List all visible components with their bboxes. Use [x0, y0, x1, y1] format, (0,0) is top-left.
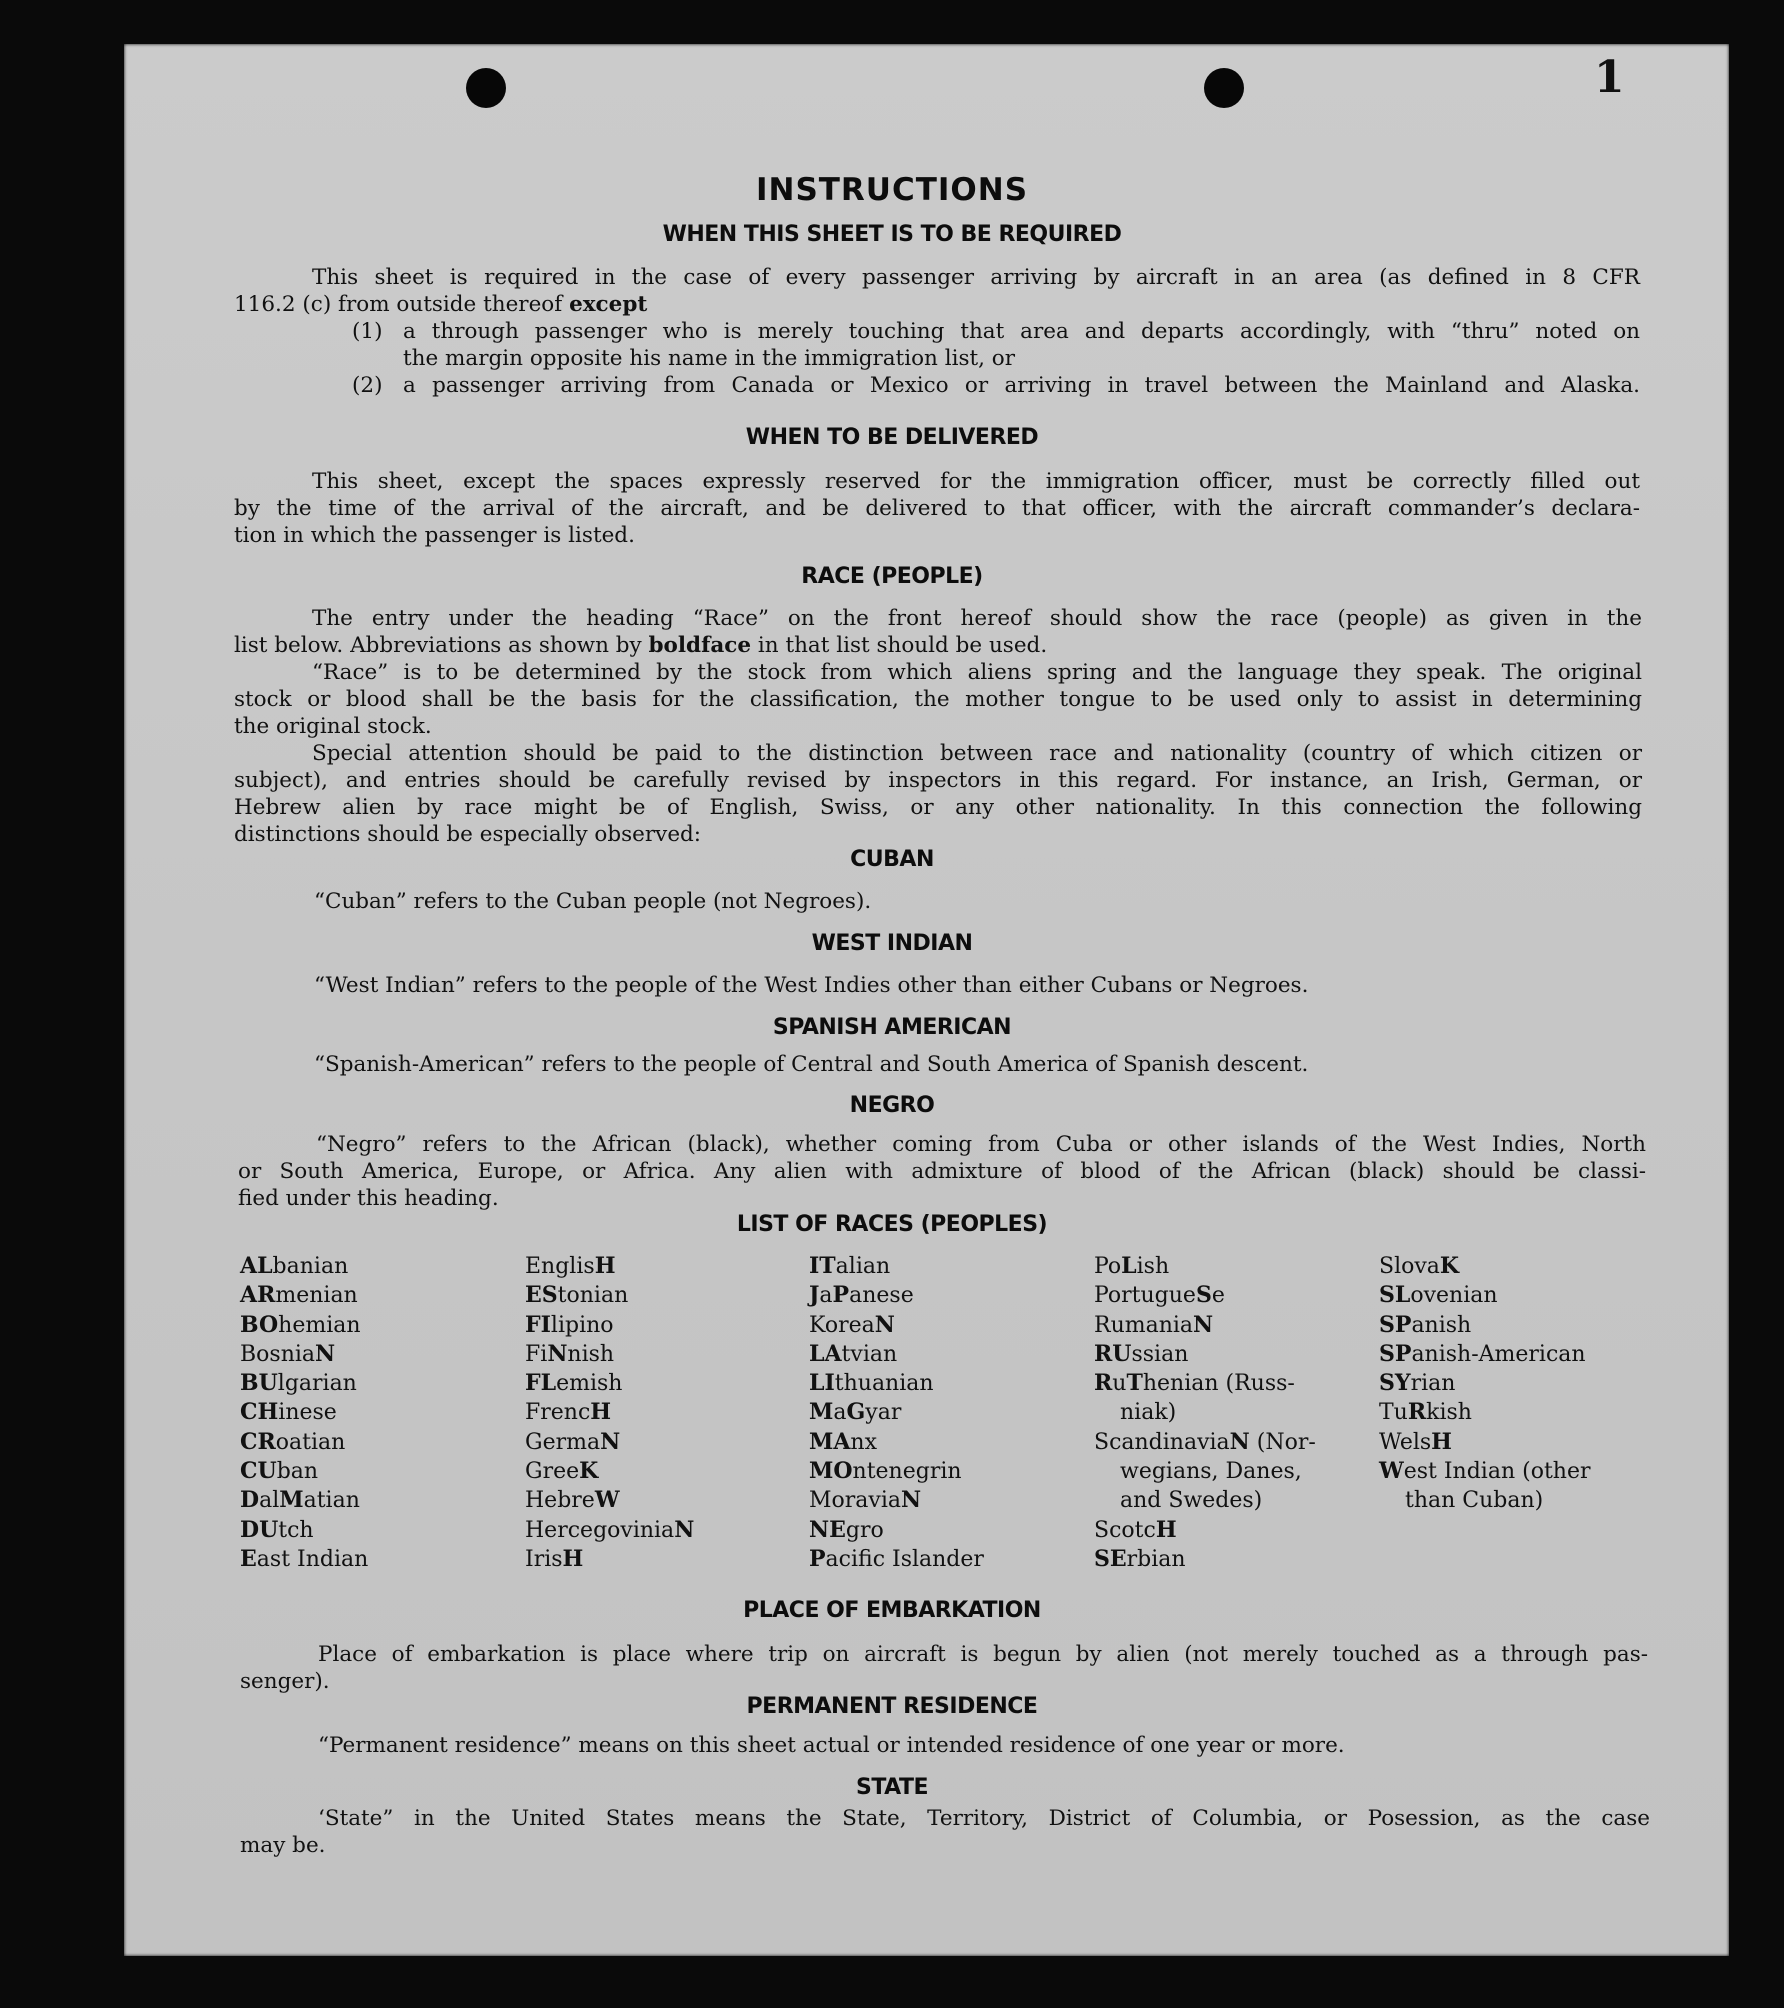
race-abbrev: CR [240, 1428, 276, 1455]
race-abbrev: N [315, 1340, 336, 1367]
negro-paragraph [238, 1131, 1646, 1212]
required-item2-line: a passenger arriving from Canada or Mexico or arriving in travel between the Mainland and Alaska. [403, 373, 1640, 398]
race-abbrev: AL [240, 1253, 273, 1279]
race-text: Gree [525, 1459, 580, 1485]
race-abbrev: IT [809, 1253, 836, 1279]
required-item1-line1: a through passenger who is merely touching that area and departs accordingly, with “thru” noted on [403, 319, 1640, 344]
race-text: wegians, Danes, [1120, 1459, 1302, 1485]
race-entry [525, 1428, 694, 1457]
race-abbrev: R [1407, 1399, 1427, 1426]
race-text: ntenegrin [852, 1459, 962, 1485]
heading-race: RACE (PEOPLE) [801, 564, 983, 589]
race-p3-line2: subject), and entries should be carefully revised by inspectors in this regard. For instance, an Irish, German, or [234, 768, 1642, 793]
race-abbrev: MA [809, 1428, 851, 1455]
heading-list-of-races: LIST OF RACES (PEOPLES) [736, 1212, 1048, 1237]
race-text: tch [278, 1517, 314, 1543]
race-abbrev: SP [1379, 1340, 1412, 1367]
race-p3-line4: distinctions should be especially observed: [234, 822, 702, 847]
race-entry [1379, 1252, 1591, 1281]
race-abbrev: P [809, 1545, 826, 1572]
race-text: Bosnia [240, 1341, 316, 1367]
race-abbrev: DU [240, 1516, 279, 1543]
cuban-line: “Cuban” refers to the Cuban people (not Negroes). [314, 889, 872, 914]
race-entry [525, 1281, 694, 1310]
race-abbrev: N [1229, 1428, 1250, 1455]
race-text: inese [278, 1400, 337, 1426]
race-abbrev: W [1379, 1458, 1404, 1485]
heading-negro: NEGRO [849, 1093, 935, 1118]
race-entry [525, 1516, 694, 1545]
race-entry [809, 1516, 984, 1545]
negro-line3: fied under this heading. [238, 1186, 499, 1211]
race-p1-text-a: list below. Abbreviations as shown by [234, 633, 642, 658]
race-abbrev: CH [240, 1399, 279, 1426]
race-entry [1379, 1340, 1591, 1369]
race-abbrev: H [590, 1399, 612, 1426]
race-abbrev: LI [809, 1370, 835, 1397]
race-entry [1379, 1428, 1591, 1457]
race-text: a [819, 1283, 833, 1309]
residence-text [318, 1732, 1648, 1759]
race-entry [1094, 1398, 1316, 1427]
race-text: Hebre [525, 1488, 595, 1514]
west-indian-line: “West Indian” refers to the people of the West Indies other than either Cubans or Negroes. [314, 973, 1309, 998]
race-text: alian [835, 1254, 891, 1279]
race-entry [1094, 1457, 1316, 1486]
required-except: except [569, 292, 648, 317]
punch-hole [466, 68, 506, 108]
race-text: gro [845, 1517, 884, 1543]
race-abbrev: AR [240, 1282, 276, 1309]
race-abbrev: P [832, 1282, 850, 1309]
state-line1: ‘State” in the United States means the State, Territory, District of Columbia, or Posession, as the case [318, 1806, 1650, 1831]
race-abbrev: R [1094, 1370, 1113, 1397]
race-text: Slova [1379, 1254, 1440, 1279]
delivered-line3: tion in which the passenger is listed. [234, 523, 635, 548]
heading-spanish-american: SPANISH AMERICAN [772, 1015, 1012, 1040]
race-abbrev: E [240, 1545, 257, 1572]
race-entry [1094, 1516, 1316, 1545]
race-entry [240, 1369, 368, 1398]
race-entry [1094, 1369, 1316, 1398]
race-entry [1094, 1486, 1316, 1515]
race-abbrev: ES [525, 1282, 558, 1309]
race-entry [809, 1369, 984, 1398]
race-abbrev: H [1155, 1516, 1177, 1543]
race-text: tvian [841, 1341, 898, 1367]
embarkation-paragraph [240, 1641, 1648, 1695]
race-text: lgarian [277, 1371, 357, 1397]
race-text: Rumania [1094, 1312, 1194, 1338]
heading-place-of-embarkation: PLACE OF EMBARKATION [743, 1598, 1041, 1623]
race-text: ssian [1131, 1341, 1189, 1367]
race-p1-bold: boldface [648, 633, 752, 658]
race-abbrev: H [1431, 1428, 1452, 1455]
race-text: ovenian [1410, 1283, 1498, 1309]
race-entry [809, 1486, 984, 1515]
races-column-4 [1094, 1252, 1316, 1574]
race-p1-text-b: in that list should be used. [757, 633, 1048, 658]
race-entry [525, 1457, 694, 1486]
spanish-american-line: “Spanish-American” refers to the people of Central and South America of Spanish descent. [314, 1052, 1309, 1077]
race-entry [1379, 1311, 1591, 1340]
race-abbrev: NE [809, 1516, 846, 1543]
race-abbrev: M [809, 1399, 834, 1426]
races-column-2 [525, 1252, 694, 1574]
race-abbrev: N [600, 1428, 621, 1455]
cuban-text [314, 888, 1644, 915]
race-text: rian [1410, 1371, 1456, 1397]
heading-permanent-residence: PERMANENT RESIDENCE [746, 1694, 1038, 1719]
race-entry [240, 1340, 368, 1369]
race-text: est Indian (other [1403, 1459, 1591, 1485]
race-text: emish [556, 1371, 623, 1397]
delivered-line2: by the time of the arrival of the aircraft, and be delivered to that officer, with the aircraft commander’s declara- [234, 496, 1640, 521]
race-entry [525, 1252, 694, 1281]
required-item1 [403, 318, 1640, 372]
required-item2 [403, 372, 1640, 399]
race-text: nish [567, 1341, 615, 1367]
spanish-american-text [314, 1051, 1644, 1078]
race-entry [1094, 1340, 1316, 1369]
race-text: Englis [525, 1254, 595, 1279]
race-entry [809, 1457, 984, 1486]
race-paragraph-1 [234, 605, 1642, 848]
race-text: oatian [275, 1429, 346, 1455]
race-entry [1094, 1252, 1316, 1281]
race-entry [525, 1340, 694, 1369]
race-p1-line1: The entry under the heading “Race” on the front hereof should show the race (people) as given in the [312, 606, 1642, 631]
race-abbrev: FL [525, 1370, 557, 1397]
heading-when-delivered: WHEN TO BE DELIVERED [745, 425, 1039, 450]
race-entry [1094, 1545, 1316, 1574]
race-abbrev: N [547, 1340, 568, 1367]
race-abbrev: SP [1379, 1311, 1412, 1338]
state-paragraph [240, 1805, 1650, 1859]
race-text: acific Islander [825, 1546, 984, 1572]
race-abbrev: FI [525, 1311, 551, 1338]
race-text: rbian [1126, 1546, 1186, 1572]
race-text: Scotc [1094, 1517, 1156, 1543]
required-item1-number: (1) [352, 319, 383, 344]
race-abbrev: K [579, 1458, 599, 1485]
race-text: Scandinavia [1094, 1429, 1230, 1455]
race-entry [1379, 1486, 1591, 1515]
heading-state: STATE [856, 1775, 928, 1800]
race-entry [809, 1428, 984, 1457]
heading-west-indian: WEST INDIAN [811, 931, 973, 956]
race-text: ban [276, 1459, 319, 1485]
embarkation-line1: Place of embarkation is place where trip on aircraft is begun by alien (not merely touched as a through pas- [318, 1642, 1648, 1667]
delivered-paragraph [234, 468, 1640, 549]
race-entry [525, 1311, 694, 1340]
race-entry [525, 1486, 694, 1515]
race-entry [1379, 1369, 1591, 1398]
race-text: Po [1094, 1254, 1122, 1279]
race-abbrev: N [901, 1487, 922, 1514]
required-intro-line2 [234, 291, 1640, 318]
race-entry [240, 1281, 368, 1310]
race-abbrev: L [1121, 1253, 1137, 1279]
race-abbrev: BU [240, 1370, 278, 1397]
race-abbrev: BO [240, 1311, 279, 1338]
race-entry [1094, 1281, 1316, 1310]
race-text: ast Indian [256, 1546, 369, 1572]
race-abbrev: RU [1094, 1340, 1132, 1367]
state-line2: may be. [240, 1833, 326, 1858]
embarkation-line2: senger). [240, 1669, 330, 1694]
required-item2-number: (2) [352, 373, 383, 398]
race-abbrev: K [1439, 1253, 1460, 1279]
race-entry [525, 1398, 694, 1427]
race-text: niak) [1120, 1400, 1177, 1426]
race-text: anish [1411, 1312, 1472, 1338]
race-text: henian (Russ- [1142, 1371, 1295, 1397]
race-text: Iris [525, 1546, 563, 1572]
race-abbrev: H [594, 1253, 616, 1279]
race-entry [240, 1516, 368, 1545]
race-abbrev: S [1195, 1282, 1212, 1309]
delivered-line1: This sheet, except the spaces expressly reserved for the immigration officer, must be correctly filled out [312, 469, 1640, 494]
race-text: yar [865, 1400, 902, 1426]
race-entry [809, 1252, 984, 1281]
required-item1-line2: the margin opposite his name in the immigration list, or [403, 346, 1016, 371]
race-text: atian [303, 1488, 360, 1514]
race-abbrev: G [846, 1399, 866, 1426]
race-entry [1094, 1428, 1316, 1457]
punch-hole [1204, 68, 1244, 108]
race-text: and Swedes) [1120, 1488, 1263, 1514]
race-text: Korea [809, 1312, 875, 1338]
race-abbrev: N [874, 1311, 895, 1338]
race-text: (Nor- [1249, 1429, 1316, 1455]
race-abbrev: J [809, 1282, 820, 1309]
race-abbrev: D [240, 1487, 260, 1514]
race-text: anish-American [1411, 1341, 1586, 1367]
race-abbrev: N [674, 1516, 695, 1543]
race-p2-line1: “Race” is to be determined by the stock from which aliens spring and the language they speak. The original [312, 660, 1642, 685]
race-entry [525, 1369, 694, 1398]
race-entry [240, 1486, 368, 1515]
race-text: hemian [278, 1312, 361, 1338]
race-entry [809, 1545, 984, 1574]
race-entry [809, 1398, 984, 1427]
race-entry [240, 1457, 368, 1486]
race-text: banian [272, 1254, 349, 1279]
races-column-3 [809, 1252, 984, 1574]
race-p2-line3: the original stock. [234, 714, 432, 739]
race-text: e [1211, 1283, 1225, 1309]
race-abbrev: SY [1379, 1370, 1411, 1397]
race-text: nx [850, 1429, 877, 1455]
race-abbrev: CU [240, 1458, 277, 1485]
race-entry [809, 1281, 984, 1310]
race-abbrev: T [1126, 1370, 1143, 1397]
race-text: ish [1136, 1254, 1170, 1279]
race-text: menian [275, 1283, 358, 1309]
race-text: a [833, 1400, 847, 1426]
race-entry [240, 1252, 368, 1281]
race-text: anese [849, 1283, 914, 1309]
race-abbrev: H [562, 1545, 584, 1572]
race-abbrev: M [279, 1487, 304, 1514]
race-entry [240, 1428, 368, 1457]
race-entry [1094, 1311, 1316, 1340]
race-text: Moravia [809, 1488, 901, 1514]
race-entry [240, 1398, 368, 1427]
race-abbrev: MO [809, 1458, 853, 1485]
race-p3-line3: Hebrew alien by race might be of English, Swiss, or any other nationality. In this connection the following [234, 795, 1642, 820]
race-entry [1379, 1281, 1591, 1310]
race-entry [809, 1340, 984, 1369]
race-abbrev: SE [1094, 1545, 1127, 1572]
race-text: than Cuban) [1405, 1488, 1544, 1514]
race-p3-line1: Special attention should be paid to the distinction between race and nationality (country of which citizen or [312, 741, 1642, 766]
page-number: 1 [1594, 52, 1625, 103]
race-entry [240, 1545, 368, 1574]
races-column-5 [1379, 1252, 1591, 1516]
negro-line2: or South America, Europe, or Africa. Any alien with admixture of blood of the African (black) should be classi- [238, 1159, 1646, 1184]
residence-line: “Permanent residence” means on this sheet actual or intended residence of one year or more. [318, 1733, 1345, 1758]
race-entry [1379, 1457, 1591, 1486]
page-title: INSTRUCTIONS [755, 172, 1029, 208]
race-text: Frenc [525, 1400, 591, 1426]
race-text: lipino [550, 1312, 614, 1338]
race-abbrev: SL [1379, 1282, 1411, 1309]
race-entry [240, 1311, 368, 1340]
race-p2-line2: stock or blood shall be the basis for the classification, the mother tongue to be used only to assist in determining [234, 687, 1642, 712]
race-text: tonian [557, 1283, 629, 1309]
heading-cuban: CUBAN [850, 847, 934, 872]
race-abbrev: LA [809, 1340, 842, 1367]
race-text: u [1112, 1371, 1127, 1397]
negro-line1: “Negro” refers to the African (black), whether coming from Cuba or other islands of the West Indies, North [316, 1132, 1646, 1157]
heading-when-required: WHEN THIS SHEET IS TO BE REQUIRED [662, 222, 1122, 247]
race-text: Fi [525, 1341, 548, 1367]
race-entry [809, 1311, 984, 1340]
required-intro-line1: This sheet is required in the case of every passenger arriving by aircraft in an area (as defined in 8 CFR [312, 265, 1640, 290]
race-text: thuanian [834, 1371, 934, 1397]
race-entry [1379, 1398, 1591, 1427]
race-abbrev: N [1193, 1311, 1214, 1338]
race-text: kish [1426, 1400, 1472, 1426]
race-text: Tu [1379, 1400, 1408, 1426]
race-p1-line2 [234, 632, 1642, 659]
race-abbrev: W [594, 1487, 620, 1514]
race-text: Hercegovinia [525, 1517, 675, 1543]
required-intro-text: 116.2 (c) from outside thereof [234, 292, 563, 317]
race-text: al [259, 1488, 280, 1514]
required-intro [234, 264, 1640, 318]
race-entry [525, 1545, 694, 1574]
races-column-1 [240, 1252, 368, 1574]
west-indian-text [314, 972, 1644, 999]
race-text: Portugue [1094, 1283, 1196, 1309]
race-text: Wels [1379, 1429, 1432, 1455]
race-text: Germa [525, 1429, 601, 1455]
